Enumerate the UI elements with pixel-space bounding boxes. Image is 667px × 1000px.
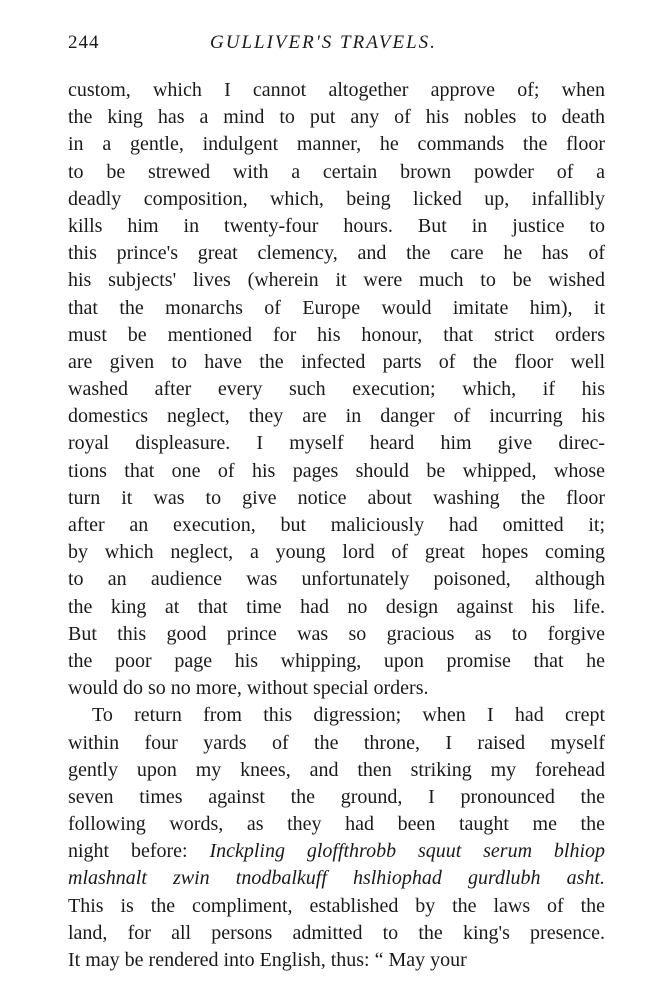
text-line: It may be rendered into English, thus: “ May your	[68, 949, 467, 971]
text-line: this prince's great clemency, and the care he has of	[68, 242, 605, 265]
text-line: custom, which I cannot altogether approve of; when	[68, 79, 605, 101]
text-line: royal displeasure. I myself heard him give direc-	[68, 432, 605, 455]
text-line: seven times against the ground, I pronounced the	[68, 785, 605, 808]
text-line: that the monarchs of Europe would imitate him), it	[68, 296, 605, 319]
text-line: But this good prince was so gracious as to forgive	[68, 622, 605, 645]
lilliputian-phrase: Inckpling gloffthrobb squut serum blhiop	[209, 840, 605, 863]
lilliputian-phrase-line: mlashnalt zwin tnodbalkuff hslhiophad gurdlubh asht.	[68, 867, 605, 890]
page-number: 244	[68, 32, 100, 53]
text-line-mixed	[68, 838, 605, 865]
text-line: tions that one of his pages should be whipped, whose	[68, 459, 605, 482]
text-line: to an audience was unfortunately poisoned, although	[68, 568, 605, 591]
text-span: night before:	[68, 840, 210, 863]
running-head	[68, 32, 608, 62]
text-line: within four yards of the throne, I raised myself	[68, 731, 605, 754]
text-line: in a gentle, indulgent manner, he commands the floor	[68, 133, 605, 156]
text-line: gently upon my knees, and then striking my forehead	[68, 758, 605, 781]
text-line: the king has a mind to put any of his nobles to death	[68, 106, 605, 129]
paragraph-start-line: To return from this digression; when I had crept	[92, 704, 605, 727]
text-line: the king at that time had no design against his life.	[68, 595, 605, 618]
text-line: following words, as they had been taught me the	[68, 813, 605, 836]
text-line: domestics neglect, they are in danger of incurring his	[68, 405, 605, 428]
text-line: must be mentioned for his honour, that strict orders	[68, 323, 605, 346]
text-line: turn it was to give notice about washing the floor	[68, 486, 605, 509]
running-title: GULLIVER'S TRAVELS.	[210, 32, 437, 53]
text-line: after an execution, but maliciously had omitted it;	[68, 514, 605, 536]
text-line: to be strewed with a certain brown powder of a	[68, 160, 605, 183]
text-line: his subjects' lives (wherein it were much to be wished	[68, 269, 605, 292]
body-text	[68, 77, 605, 974]
text-line: the poor page his whipping, upon promise that he	[68, 649, 605, 672]
text-line: kills him in twenty-four hours. But in justice to	[68, 214, 605, 237]
text-line: washed after every such execution; which, if his	[68, 378, 605, 401]
text-line: are given to have the infected parts of the floor well	[68, 350, 605, 373]
paragraph-end-line: would do so no more, without special orders.	[68, 677, 429, 700]
text-line: by which neglect, a young lord of great hopes coming	[68, 541, 605, 564]
text-line: This is the compliment, established by the laws of the	[68, 894, 605, 917]
text-line: deadly composition, which, being licked up, infallibly	[68, 187, 605, 210]
text-line: land, for all persons admitted to the king's presence.	[68, 921, 605, 944]
